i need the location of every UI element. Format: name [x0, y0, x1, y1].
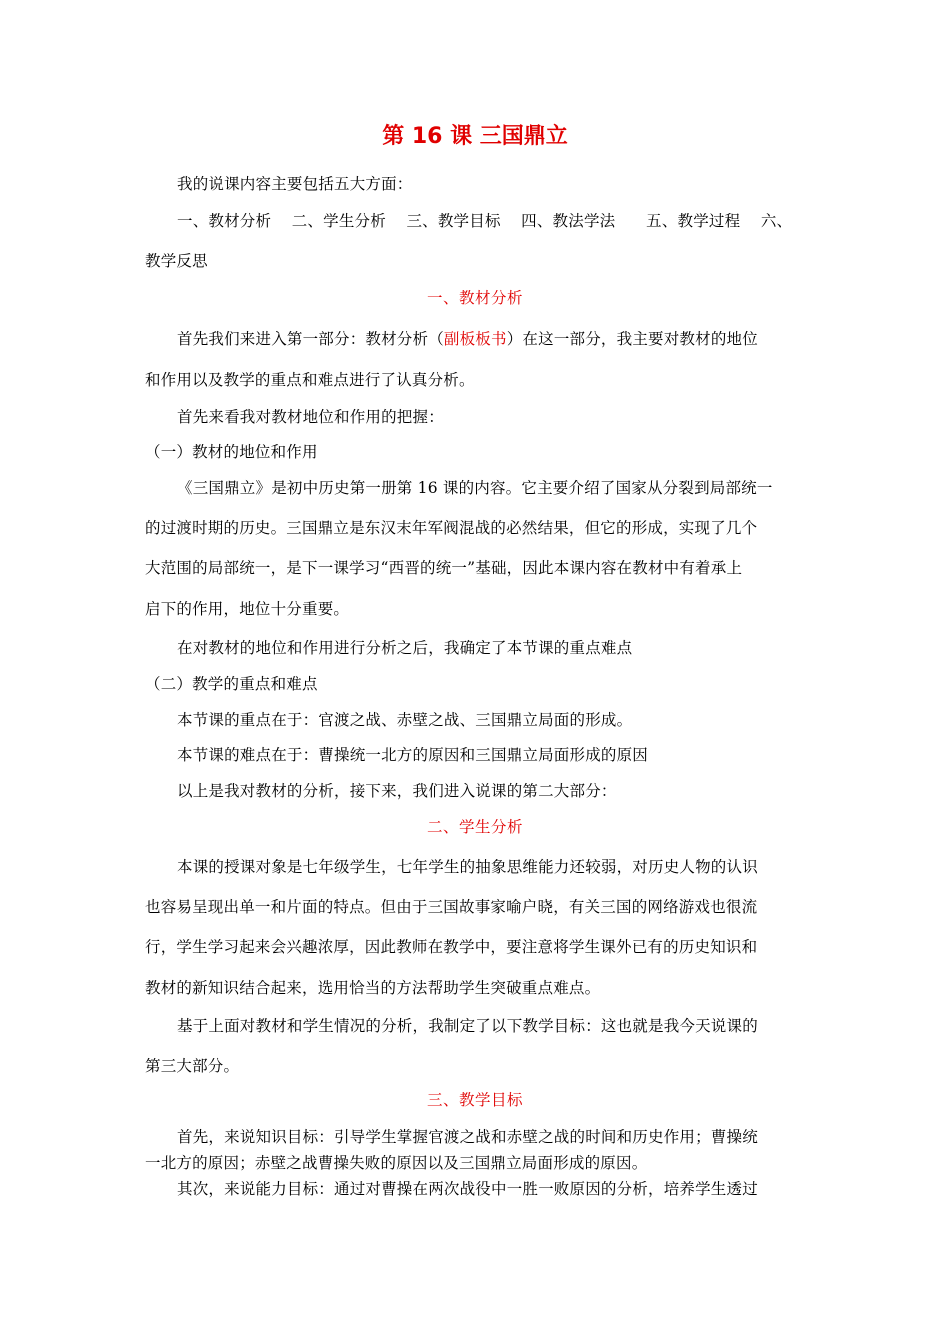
page-title: 第 16 课 三国鼎立 — [382, 124, 568, 149]
section-heading: 三、教学目标 — [426, 1091, 523, 1109]
intro-text: 我的说课内容主要包括五大方面： — [177, 175, 413, 193]
subheading: （二）教学的重点和难点 — [145, 675, 318, 693]
text-run: 首先我们来进入第一部分：教材分析（ — [177, 330, 444, 348]
paragraph-line: 基于上面对教材和学生情况的分析，我制定了以下教学目标：这也就是我今天说课的 — [177, 1017, 758, 1035]
paragraph-line: 一北方的原因；赤壁之战曹操失败的原因以及三国鼎立局面形成的原因。 — [145, 1154, 648, 1172]
outline-item: 六、 — [760, 212, 793, 230]
paragraph-line: 第三大部分。 — [145, 1057, 240, 1075]
outline-item: 三、教学目标 — [406, 212, 501, 230]
paragraph-line — [177, 327, 817, 351]
paragraph-line: 在对教材的地位和作用进行分析之后，我确定了本节课的重点难点 — [177, 639, 633, 657]
paragraph-line: 行，学生学习起来会兴趣浓厚，因此教师在教学中，要注意将学生课外已有的历史知识和 — [145, 938, 758, 956]
paragraph-line: 首先，来说知识目标：引导学生掌握官渡之战和赤壁之战的时间和历史作用；曹操统 — [177, 1128, 758, 1146]
outline-item: 五、教学过程 — [646, 212, 741, 230]
outline-item: 一、教材分析 — [177, 212, 272, 230]
paragraph-line: 本课的授课对象是七年级学生，七年学生的抽象思维能力还较弱，对历史人物的认识 — [177, 858, 758, 876]
outline-item: 四、教法学法 — [521, 212, 616, 230]
paragraph-line: 本节课的重点在于：官渡之战、赤壁之战、三国鼎立局面的形成。 — [177, 711, 633, 729]
text-run: ）在这一部分，我主要对教材的地位 — [506, 330, 758, 348]
paragraph-line: 的过渡时期的历史。三国鼎立是东汉末年军阀混战的必然结果，但它的形成，实现了几个 — [145, 519, 758, 537]
outline-tail: 教学反思 — [145, 252, 208, 270]
paragraph-line: 也容易呈现出单一和片面的特点。但由于三国故事家喻户晓，有关三国的网络游戏也很流 — [145, 898, 758, 916]
paragraph-line: 教材的新知识结合起来，选用恰当的方法帮助学生突破重点难点。 — [145, 979, 601, 997]
highlight-text: 副板板书 — [443, 330, 507, 348]
paragraph-line: 本节课的难点在于：曹操统一北方的原因和三国鼎立局面形成的原因 — [177, 746, 649, 764]
paragraph-line: 和作用以及教学的重点和难点进行了认真分析。 — [145, 371, 475, 389]
paragraph-line: 首先来看我对教材地位和作用的把握： — [177, 408, 444, 426]
paragraph-line: 大范围的局部统一，是下一课学习“西晋的统一”基础，因此本课内容在教材中有着承上 — [145, 559, 743, 577]
subheading: （一）教材的地位和作用 — [145, 443, 318, 461]
paragraph-line: 其次，来说能力目标：通过对曹操在两次战役中一胜一败原因的分析，培养学生透过 — [177, 1180, 758, 1198]
paragraph-line: 启下的作用，地位十分重要。 — [145, 600, 350, 618]
outline-item: 二、学生分析 — [291, 212, 386, 230]
paragraph-line: 以上是我对教材的分析，接下来，我们进入说课的第二大部分： — [177, 782, 617, 800]
outline-line — [177, 209, 817, 233]
paragraph-line: 《三国鼎立》是初中历史第一册第 16 课的内容。它主要介绍了国家从分裂到局部统一 — [177, 479, 773, 497]
section-heading: 二、学生分析 — [426, 818, 523, 836]
section-heading: 一、教材分析 — [426, 289, 523, 307]
